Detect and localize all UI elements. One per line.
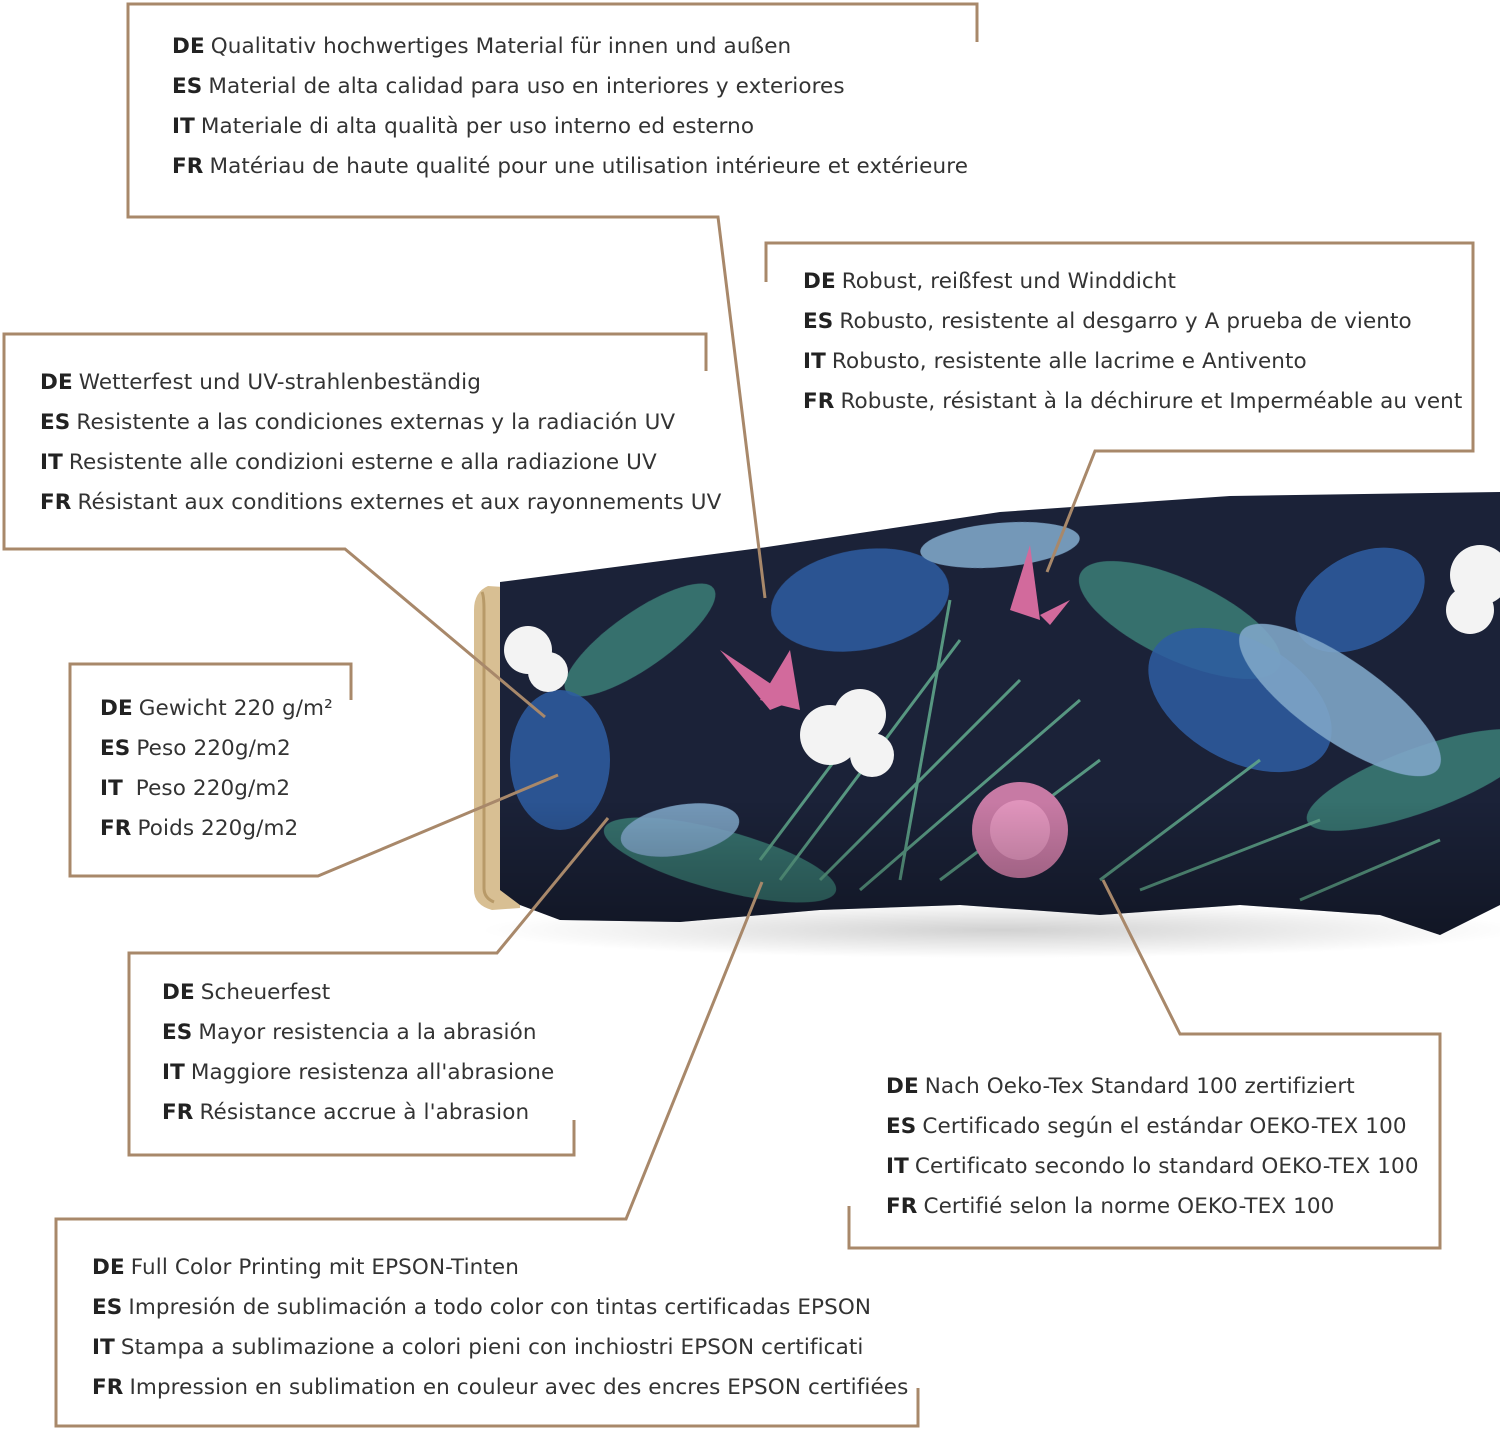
feature-row-it: IT Stampa a sublimazione a colori pieni con inchiostri EPSON certificati <box>92 1335 864 1360</box>
feature-row-de: DE Wetterfest und UV-strahlenbeständig <box>40 370 482 395</box>
feature-row-es: ES Peso 220g/m2 <box>100 736 291 761</box>
feature-row-de: DE Robust, reißfest und Winddicht <box>803 269 1177 294</box>
feature-row-it: IT Maggiore resistenza all'abrasione <box>162 1060 555 1085</box>
feature-row-fr: FR Résistance accrue à l'abrasion <box>162 1100 530 1125</box>
feature-row-de: DE Full Color Printing mit EPSON-Tinten <box>92 1255 519 1280</box>
feature-row-it: IT Peso 220g/m2 <box>100 776 291 801</box>
callout-oekotex <box>886 1067 1419 1227</box>
feature-row-es: ES Impresión de sublimación a todo color con tintas certificadas EPSON <box>92 1295 872 1320</box>
feature-row-it: IT Materiale di alta qualità per uso interno ed esterno <box>172 114 755 139</box>
feature-row-fr: FR Impression en sublimation en couleur avec des encres EPSON certifiées <box>92 1375 909 1400</box>
callout-abrasion <box>162 973 554 1133</box>
feature-row-es: ES Mayor resistencia a la abrasión <box>162 1020 537 1045</box>
feature-row-it: IT Certificato secondo lo standard OEKO-TEX 100 <box>886 1154 1419 1179</box>
callout-robust <box>803 262 1462 422</box>
callout-weight <box>100 689 333 849</box>
feature-row-de: DE Scheuerfest <box>162 980 331 1005</box>
feature-row-es: ES Certificado según el estándar OEKO-TEX 100 <box>886 1114 1407 1139</box>
callout-weather <box>40 363 721 523</box>
feature-row-es: ES Material de alta calidad para uso en interiores y exteriores <box>172 74 845 99</box>
feature-row-de: DE Gewicht 220 g/m² <box>100 696 333 721</box>
feature-row-it: IT Robusto, resistente alle lacrime e Antivento <box>803 349 1307 374</box>
feature-row-fr: FR Certifié selon la norme OEKO-TEX 100 <box>886 1194 1335 1219</box>
feature-row-es: ES Robusto, resistente al desgarro y A prueba de viento <box>803 309 1412 334</box>
callout-material <box>172 27 968 187</box>
feature-row-de: DE Qualitativ hochwertiges Material für innen und außen <box>172 34 792 59</box>
feature-row-fr: FR Poids 220g/m2 <box>100 816 299 841</box>
feature-row-es: ES Resistente a las condiciones externas y la radiación UV <box>40 410 676 435</box>
feature-row-fr: FR Résistant aux conditions externes et aux rayonnements UV <box>40 490 722 515</box>
callout-printing <box>92 1248 908 1408</box>
feature-row-fr: FR Robuste, résistant à la déchirure et Imperméable au vent <box>803 389 1463 414</box>
feature-row-de: DE Nach Oeko-Tex Standard 100 zertifiziert <box>886 1074 1355 1099</box>
feature-row-fr: FR Matériau de haute qualité pour une utilisation intérieure et extérieure <box>172 154 969 179</box>
feature-row-it: IT Resistente alle condizioni esterne e alla radiazione UV <box>40 450 657 475</box>
